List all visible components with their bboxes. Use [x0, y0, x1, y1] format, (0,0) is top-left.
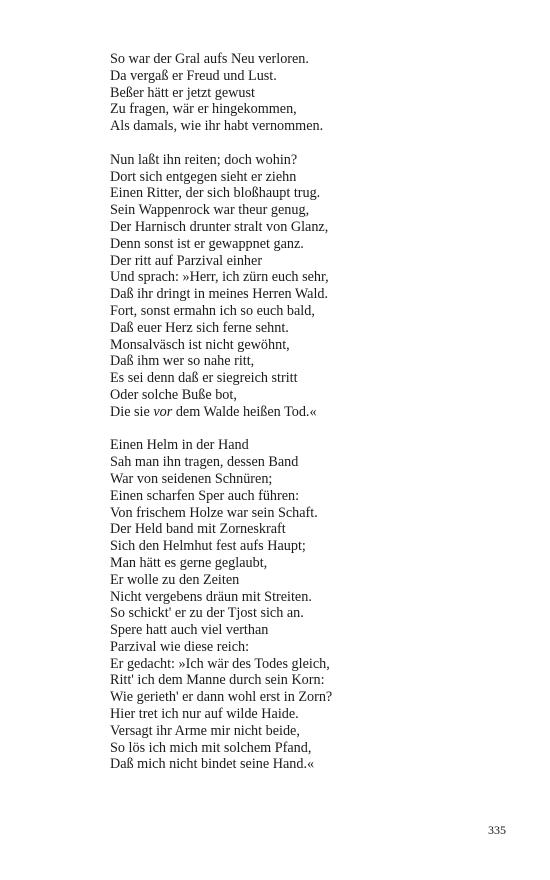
line-text: Einen scharfen Sper auch führen: [110, 487, 300, 504]
line-text: Man hätt es gerne geglaubt, [110, 554, 268, 571]
verse-line [110, 471, 510, 488]
line-text: Spere hatt auch viel verthan [110, 622, 269, 639]
verse-line [110, 51, 510, 68]
verse-line [110, 521, 510, 538]
poem-text [110, 51, 510, 773]
line-text: Daß ihr dringt in meines Herren Wald. [110, 286, 329, 303]
verse-line [110, 253, 510, 270]
verse-line [110, 387, 510, 404]
line-text: Beßer hätt er jetzt gewust [110, 84, 255, 101]
verse-line [110, 672, 510, 689]
verse-line [110, 605, 510, 622]
verse-line [110, 169, 510, 186]
verse-line [110, 505, 510, 522]
verse-line [110, 353, 510, 370]
line-text: Nicht vergebens dräun mit Streiten. [110, 588, 312, 605]
line-text: Oder solche Buße bot, [110, 386, 237, 403]
line-text: Versagt ihr Arme mir nicht beide, [110, 722, 300, 739]
line-text: Fort, sonst ermahn ich so euch bald, [110, 302, 315, 319]
line-text: Da vergaß er Freud und Lust. [110, 67, 277, 84]
emphasized-word: vor [153, 403, 173, 420]
line-text: Als damals, wie ihr habt vernommen. [110, 118, 324, 135]
stanza [110, 152, 510, 421]
verse-line [110, 689, 510, 706]
line-text: Daß mich nicht bindet seine Hand.« [110, 756, 315, 773]
line-text: Der Harnisch drunter stralt von Glanz, [110, 218, 329, 235]
verse-line [110, 740, 510, 757]
verse-line [110, 85, 510, 102]
verse-line [110, 488, 510, 505]
verse-line [110, 555, 510, 572]
verse-line [110, 723, 510, 740]
verse-line [110, 118, 510, 135]
verse-line [110, 437, 510, 454]
line-text: Nun laßt ihn reiten; doch wohin? [110, 151, 298, 168]
line-text: So schickt' er zu der Tjost sich an. [110, 605, 304, 622]
verse-line [110, 337, 510, 354]
verse-line [110, 404, 510, 421]
stanza [110, 437, 510, 773]
verse-line [110, 589, 510, 606]
line-text: Daß euer Herz sich ferne sehnt. [110, 319, 289, 336]
line-text: Sich den Helmhut fest aufs Haupt; [110, 538, 306, 555]
verse-line [110, 756, 510, 773]
line-text: Sein Wappenrock war theur genug, [110, 202, 310, 219]
line-text: Er wolle zu den Zeiten [110, 571, 240, 588]
line-text: War von seidenen Schnüren; [110, 470, 273, 487]
verse-line [110, 269, 510, 286]
line-text: So lös ich mich mit solchem Pfand, [110, 739, 312, 756]
verse-line [110, 538, 510, 555]
line-text: Denn sonst ist er gewappnet ganz. [110, 235, 304, 252]
verse-line [110, 185, 510, 202]
verse-line [110, 303, 510, 320]
verse-line [110, 101, 510, 118]
line-text: Er gedacht: »Ich wär des Todes gleich, [110, 655, 330, 672]
line-text: Sah man ihn tragen, dessen Band [110, 454, 299, 471]
line-text: Die sie [110, 403, 154, 420]
line-text: Zu fragen, wär er hingekommen, [110, 101, 297, 118]
line-text: Ritt' ich dem Manne durch sein Korn: [110, 672, 325, 689]
verse-line [110, 152, 510, 169]
stanza [110, 51, 510, 135]
line-text: Dort sich entgegen sieht er ziehn [110, 168, 297, 185]
verse-line [110, 68, 510, 85]
line-text: Parzival wie diese reich: [110, 638, 250, 655]
verse-line [110, 286, 510, 303]
line-text: Der ritt auf Parzival einher [110, 252, 263, 269]
page-number: 335 [488, 823, 506, 837]
line-text: Monsalväsch ist nicht gewöhnt, [110, 336, 290, 353]
line-text: Es sei denn daß er siegreich stritt [110, 370, 298, 387]
line-text: Und sprach: »Herr, ich zürn euch sehr, [110, 269, 329, 286]
verse-line [110, 656, 510, 673]
verse-line [110, 320, 510, 337]
line-text: Daß ihm wer so nahe ritt, [110, 353, 255, 370]
line-text: Von frischem Holze war sein Schaft. [110, 504, 318, 521]
line-text: Der Held band mit Zorneskraft [110, 521, 286, 538]
line-text: Hier tret ich nur auf wilde Haide. [110, 706, 299, 723]
line-text: Wie gerieth' er dann wohl erst in Zorn? [110, 689, 333, 706]
verse-line [110, 202, 510, 219]
line-text: So war der Gral aufs Neu verloren. [110, 51, 309, 67]
verse-line [110, 639, 510, 656]
verse-line [110, 370, 510, 387]
verse-line [110, 454, 510, 471]
verse-line [110, 622, 510, 639]
verse-line [110, 706, 510, 723]
line-text: Einen Helm in der Hand [110, 437, 249, 454]
verse-line [110, 236, 510, 253]
line-text: dem Walde heißen Tod.« [172, 403, 317, 420]
line-text: Einen Ritter, der sich bloßhaupt trug. [110, 185, 321, 202]
verse-line [110, 219, 510, 236]
verse-line [110, 572, 510, 589]
